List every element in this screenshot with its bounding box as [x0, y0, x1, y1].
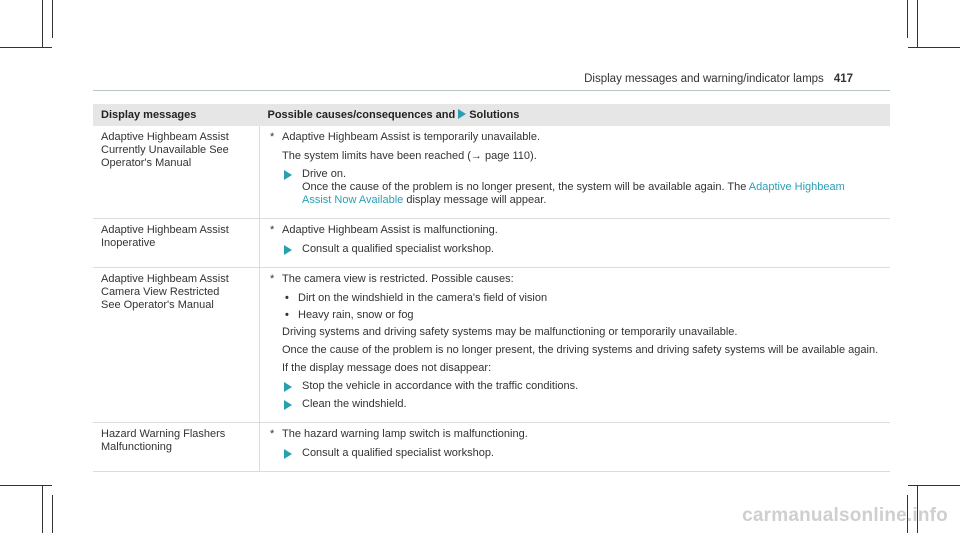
- solution: Consult a qualified specialist workshop.: [268, 243, 882, 256]
- action-arrow-icon: [284, 449, 292, 459]
- solution: Stop the vehicle in accordance with the traffic conditions.: [268, 380, 882, 393]
- page-header: [584, 73, 853, 85]
- action-arrow-icon: [284, 245, 292, 255]
- cause: * Adaptive Highbeam Assist is malfunctioning.: [270, 224, 498, 236]
- paragraph: If the display message does not disappear:: [282, 362, 492, 374]
- action-arrow-icon: [284, 382, 292, 392]
- list-item: • Dirt on the windshield in the camera's field of vision: [285, 292, 548, 304]
- display-message-ref: Assist Now Available: [302, 194, 404, 206]
- col-header-solutions: Possible causes/consequences and Solutions: [260, 104, 891, 126]
- causes-solutions: [260, 219, 891, 268]
- causes-solutions: [260, 423, 891, 472]
- solution: Consult a qualified specialist workshop.: [268, 447, 882, 460]
- solution: Clean the windshield.: [268, 398, 882, 411]
- watermark: carmanualsonline.info: [742, 505, 948, 526]
- crop-mark: [42, 485, 43, 533]
- cause-note: The system limits have been reached (→ page 110).: [282, 150, 537, 162]
- action-arrow-icon: [458, 109, 466, 119]
- paragraph: Driving systems and driving safety systems may be malfunctioning or temporarily unavailable.: [282, 326, 738, 338]
- crop-mark: [42, 0, 43, 48]
- cause: * The camera view is restricted. Possible causes:: [270, 273, 514, 285]
- action-arrow-icon: [284, 400, 292, 410]
- table-row: [93, 126, 890, 219]
- display-message: Adaptive Highbeam Assist Inoperative: [93, 219, 260, 268]
- table-row: [93, 268, 890, 423]
- cause: * Adaptive Highbeam Assist is temporarily unavailable.: [270, 131, 541, 143]
- display-message: Adaptive Highbeam Assist Camera View Restricted See Operator's Manual: [93, 268, 260, 423]
- crop-mark: [908, 485, 960, 486]
- crop-mark: [0, 47, 52, 48]
- crop-mark: [52, 495, 53, 533]
- cause: * The hazard warning lamp switch is malfunctioning.: [270, 428, 528, 440]
- table-header-row: [93, 104, 890, 126]
- solution: Drive on. Once the cause of the problem is no longer present, the system will be available again. The Adaptive Highbeam Assist Now Available display message will appear.: [268, 168, 882, 207]
- paragraph: Once the cause of the problem is no longer present, the driving systems and driving safety systems will be available again.: [282, 344, 879, 356]
- display-message: Adaptive Highbeam Assist Currently Unavailable See Operator's Manual: [93, 126, 260, 219]
- section-title: Display messages and warning/indicator lamps: [584, 73, 824, 85]
- display-message: Hazard Warning Flashers Malfunctioning: [93, 423, 260, 472]
- list-item: • Heavy rain, snow or fog: [285, 309, 414, 321]
- table-row: [93, 219, 890, 268]
- crop-mark: [907, 0, 908, 38]
- header-rule: [93, 90, 890, 91]
- col-header-messages: Display messages: [93, 104, 260, 126]
- crop-mark: [917, 0, 918, 48]
- crop-mark: [52, 0, 53, 38]
- crop-mark: [0, 485, 52, 486]
- causes-solutions: [260, 268, 891, 423]
- display-messages-table: [93, 104, 890, 472]
- crop-mark: [908, 47, 960, 48]
- display-message-ref: Adaptive Highbeam: [748, 181, 845, 193]
- page-number: 417: [833, 73, 853, 85]
- causes-solutions: [260, 126, 891, 219]
- table-row: [93, 423, 890, 472]
- action-arrow-icon: [284, 170, 292, 180]
